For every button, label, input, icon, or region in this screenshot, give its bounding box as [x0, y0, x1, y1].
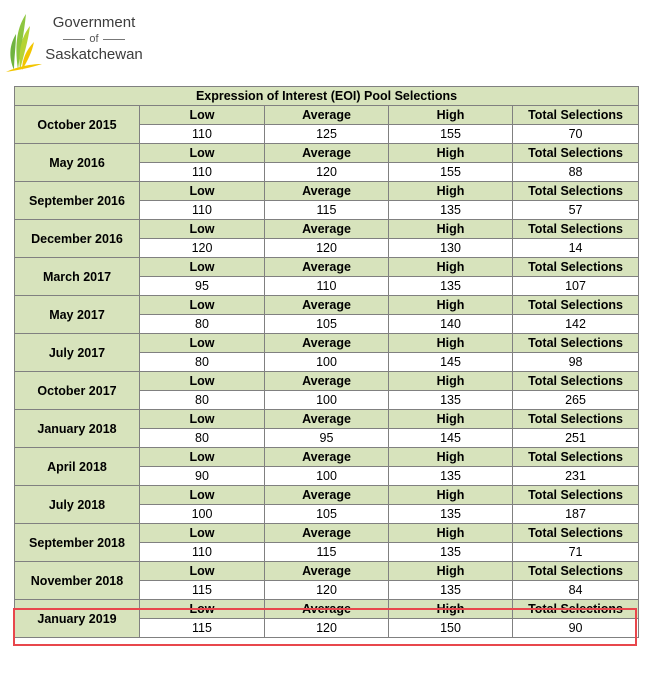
column-header-high: High: [389, 182, 513, 201]
cell-low: 80: [140, 315, 265, 334]
row-date: July 2018: [15, 486, 140, 524]
column-header-total: Total Selections: [513, 410, 639, 429]
column-header-total: Total Selections: [513, 600, 639, 619]
logo-text-of: [44, 32, 144, 46]
logo-of-label: of: [89, 33, 99, 45]
cell-average: 120: [265, 581, 389, 600]
cell-average: 95: [265, 429, 389, 448]
column-header-total: Total Selections: [513, 334, 639, 353]
cell-total: 90: [513, 619, 639, 638]
cell-average: 125: [265, 125, 389, 144]
column-header-average: Average: [265, 106, 389, 125]
column-header-total: Total Selections: [513, 106, 639, 125]
row-date: May 2017: [15, 296, 140, 334]
table-row: [15, 334, 639, 353]
cell-low: 95: [140, 277, 265, 296]
column-header-average: Average: [265, 182, 389, 201]
cell-low: 80: [140, 391, 265, 410]
cell-high: 145: [389, 353, 513, 372]
column-header-high: High: [389, 106, 513, 125]
column-header-high: High: [389, 258, 513, 277]
cell-high: 135: [389, 391, 513, 410]
cell-average: 115: [265, 201, 389, 220]
table-row: [15, 258, 639, 277]
column-header-total: Total Selections: [513, 524, 639, 543]
cell-total: 251: [513, 429, 639, 448]
column-header-average: Average: [265, 334, 389, 353]
column-header-high: High: [389, 562, 513, 581]
cell-total: 265: [513, 391, 639, 410]
cell-average: 105: [265, 505, 389, 524]
column-header-high: High: [389, 410, 513, 429]
column-header-low: Low: [140, 106, 265, 125]
table-row: [15, 182, 639, 201]
cell-high: 155: [389, 125, 513, 144]
column-header-average: Average: [265, 448, 389, 467]
cell-high: 135: [389, 581, 513, 600]
cell-high: 135: [389, 543, 513, 562]
column-header-low: Low: [140, 562, 265, 581]
cell-total: 71: [513, 543, 639, 562]
column-header-average: Average: [265, 524, 389, 543]
column-header-low: Low: [140, 486, 265, 505]
logo-text-saskatchewan: Saskatchewan: [45, 46, 143, 63]
cell-total: 88: [513, 163, 639, 182]
cell-total: 98: [513, 353, 639, 372]
cell-low: 110: [140, 201, 265, 220]
cell-total: 231: [513, 467, 639, 486]
cell-average: 105: [265, 315, 389, 334]
column-header-low: Low: [140, 296, 265, 315]
column-header-low: Low: [140, 600, 265, 619]
row-date: September 2018: [15, 524, 140, 562]
column-header-total: Total Selections: [513, 182, 639, 201]
cell-low: 110: [140, 543, 265, 562]
column-header-total: Total Selections: [513, 296, 639, 315]
cell-high: 135: [389, 467, 513, 486]
column-header-average: Average: [265, 258, 389, 277]
column-header-low: Low: [140, 372, 265, 391]
column-header-total: Total Selections: [513, 372, 639, 391]
cell-total: 57: [513, 201, 639, 220]
cell-high: 135: [389, 201, 513, 220]
cell-total: 84: [513, 581, 639, 600]
cell-low: 115: [140, 619, 265, 638]
row-date: September 2016: [15, 182, 140, 220]
column-header-low: Low: [140, 448, 265, 467]
column-header-total: Total Selections: [513, 144, 639, 163]
cell-low: 110: [140, 163, 265, 182]
table-row: [15, 296, 639, 315]
wheat-sheaf-icon: [4, 12, 44, 74]
column-header-low: Low: [140, 334, 265, 353]
row-date: November 2018: [15, 562, 140, 600]
column-header-high: High: [389, 334, 513, 353]
cell-low: 115: [140, 581, 265, 600]
cell-average: 100: [265, 353, 389, 372]
table-row: [15, 372, 639, 391]
column-header-high: High: [389, 524, 513, 543]
column-header-total: Total Selections: [513, 448, 639, 467]
cell-average: 120: [265, 163, 389, 182]
column-header-low: Low: [140, 410, 265, 429]
column-header-average: Average: [265, 410, 389, 429]
logo-divider: [103, 39, 125, 40]
table-row: [15, 600, 639, 619]
logo-divider: [63, 39, 85, 40]
cell-low: 80: [140, 353, 265, 372]
row-date: October 2015: [15, 106, 140, 144]
cell-total: 107: [513, 277, 639, 296]
column-header-high: High: [389, 220, 513, 239]
cell-average: 115: [265, 543, 389, 562]
table-row: [15, 144, 639, 163]
row-date: March 2017: [15, 258, 140, 296]
column-header-average: Average: [265, 144, 389, 163]
column-header-high: High: [389, 296, 513, 315]
cell-low: 110: [140, 125, 265, 144]
column-header-average: Average: [265, 562, 389, 581]
row-date: October 2017: [15, 372, 140, 410]
column-header-high: High: [389, 448, 513, 467]
column-header-total: Total Selections: [513, 486, 639, 505]
column-header-average: Average: [265, 600, 389, 619]
column-header-total: Total Selections: [513, 258, 639, 277]
table-row: [15, 220, 639, 239]
cell-high: 135: [389, 277, 513, 296]
row-date: December 2016: [15, 220, 140, 258]
cell-high: 135: [389, 505, 513, 524]
cell-total: 14: [513, 239, 639, 258]
row-date: July 2017: [15, 334, 140, 372]
cell-low: 100: [140, 505, 265, 524]
column-header-high: High: [389, 144, 513, 163]
table-row: [15, 562, 639, 581]
eoi-pool-selections-table: [14, 86, 639, 638]
column-header-average: Average: [265, 220, 389, 239]
table-row: [15, 106, 639, 125]
column-header-low: Low: [140, 524, 265, 543]
cell-total: 70: [513, 125, 639, 144]
table-row: [15, 410, 639, 429]
row-date: May 2016: [15, 144, 140, 182]
cell-average: 100: [265, 467, 389, 486]
cell-high: 145: [389, 429, 513, 448]
column-header-average: Average: [265, 486, 389, 505]
column-header-average: Average: [265, 296, 389, 315]
column-header-total: Total Selections: [513, 220, 639, 239]
cell-average: 100: [265, 391, 389, 410]
row-date: January 2018: [15, 410, 140, 448]
column-header-high: High: [389, 486, 513, 505]
column-header-low: Low: [140, 182, 265, 201]
cell-average: 110: [265, 277, 389, 296]
cell-average: 120: [265, 619, 389, 638]
row-date: January 2019: [15, 600, 140, 638]
cell-low: 80: [140, 429, 265, 448]
cell-high: 140: [389, 315, 513, 334]
column-header-low: Low: [140, 258, 265, 277]
table-row: [15, 448, 639, 467]
cell-low: 90: [140, 467, 265, 486]
column-header-high: High: [389, 600, 513, 619]
cell-total: 187: [513, 505, 639, 524]
cell-low: 120: [140, 239, 265, 258]
column-header-low: Low: [140, 220, 265, 239]
cell-high: 130: [389, 239, 513, 258]
table-title: Expression of Interest (EOI) Pool Selections: [15, 87, 639, 106]
cell-average: 120: [265, 239, 389, 258]
cell-high: 155: [389, 163, 513, 182]
cell-total: 142: [513, 315, 639, 334]
column-header-high: High: [389, 372, 513, 391]
cell-high: 150: [389, 619, 513, 638]
table-row: [15, 486, 639, 505]
table-row: [15, 524, 639, 543]
column-header-average: Average: [265, 372, 389, 391]
row-date: April 2018: [15, 448, 140, 486]
logo-text-government: Government: [52, 14, 136, 31]
government-of-saskatchewan-logo: [0, 8, 150, 78]
column-header-low: Low: [140, 144, 265, 163]
column-header-total: Total Selections: [513, 562, 639, 581]
